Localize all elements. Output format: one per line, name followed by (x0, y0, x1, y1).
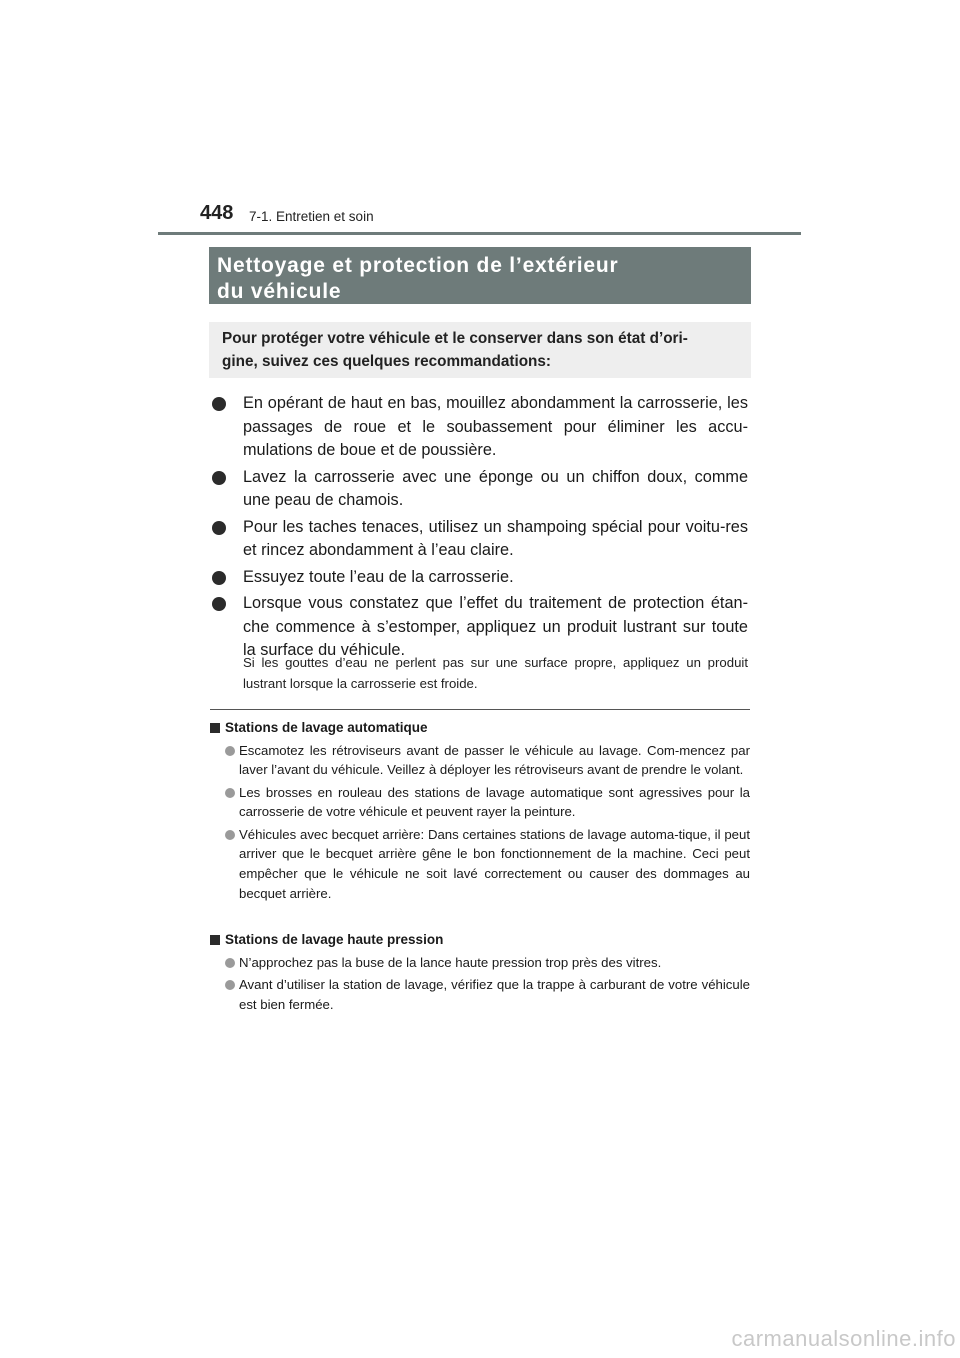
list-item-text: Les brosses en rouleau des stations de lavage automatique sont agressives pour la carrosserie de votre véhicule et peuvent rayer la peinture. (239, 784, 750, 820)
bullet-icon (225, 788, 235, 798)
list-item-text: Escamotez les rétroviseurs avant de passer le véhicule au lavage. Com-mencez par laver l’avant du véhicule. Veillez à déployer les rétroviseurs avant de prendre le volant. (239, 742, 750, 778)
list-item-text: Lorsque vous constatez que l’effet du traitement de protection étan-che commence à s’estomper, appliquez un produit lustrant sur toute la surface du véhicule. (243, 594, 748, 659)
recommendation-list (212, 392, 748, 666)
page-number: 448 (200, 202, 234, 224)
list-item (212, 466, 748, 513)
list-item-text: Véhicules avec becquet arrière: Dans certaines stations de lavage automa-tique, il peut arriver que le becquet arrière gêne le bon fonctionnement de la machine. Ceci peut empêcher que le véhicule ne soit lavé correctement ou causer des dommages au becquet arrière. (239, 826, 750, 902)
list-item (212, 392, 748, 463)
bullet-icon (212, 471, 226, 485)
bullet-icon (212, 521, 226, 535)
section-heading (210, 718, 750, 738)
intro-line-1: Pour protéger votre véhicule et le conserver dans son état d’ori- (222, 330, 688, 347)
intro-box (209, 322, 751, 378)
section-heading-text: Stations de lavage haute pression (225, 932, 444, 947)
bullet-icon (212, 597, 226, 611)
bullet-icon (212, 397, 226, 411)
bullet-icon (225, 980, 235, 990)
page-title (209, 247, 751, 304)
list-item (210, 825, 750, 904)
list-item-text: Avant d’utiliser la station de lavage, vérifiez que la trappe à carburant de votre véhicule est bien fermée. (239, 976, 750, 1012)
list-item (212, 516, 748, 563)
section-high-pressure-wash (210, 930, 750, 1014)
bullet-icon (225, 958, 235, 968)
header-divider (158, 232, 801, 235)
watermark: carmanualsonline.info (731, 1326, 956, 1351)
section-divider (210, 709, 750, 710)
section-label: 7-1. Entretien et soin (249, 209, 374, 224)
list-item-text: En opérant de haut en bas, mouillez abondamment la carrosserie, les passages de roue et le soubassement pour éliminer les accu-mulations de boue et de poussière. (243, 394, 748, 459)
list-item (210, 953, 750, 973)
note-text: Si les gouttes d’eau ne perlent pas sur une surface propre, appliquez un produit lustrant lorsque la carrosserie est froide. (243, 655, 748, 691)
square-bullet-icon (210, 935, 220, 945)
page-title-line-1: Nettoyage et protection de l’extérieur (217, 254, 619, 277)
list-item-text: N’approchez pas la buse de la lance haute pression trop près des vitres. (239, 954, 662, 970)
list-item (210, 975, 750, 1015)
section-list (210, 741, 750, 904)
list-item-text: Essuyez toute l’eau de la carrosserie. (243, 567, 514, 586)
list-item (212, 566, 748, 590)
list-item (210, 741, 750, 781)
section-list (210, 953, 750, 1015)
bullet-icon (225, 746, 235, 756)
square-bullet-icon (210, 723, 220, 733)
page-title-line-2: du véhicule (217, 280, 342, 303)
bullet-icon (225, 830, 235, 840)
list-item-text: Lavez la carrosserie avec une éponge ou un chiffon doux, comme une peau de chamois. (243, 467, 748, 509)
section-heading (210, 930, 750, 950)
list-item-text: Pour les taches tenaces, utilisez un shampoing spécial pour voitu-res et rincez abondamment à l’eau claire. (243, 517, 748, 559)
bullet-icon (212, 571, 226, 585)
intro-line-2: gine, suivez ces quelques recommandations: (222, 353, 551, 370)
list-item (210, 783, 750, 823)
section-automatic-wash (210, 718, 750, 904)
section-heading-text: Stations de lavage automatique (225, 720, 428, 735)
